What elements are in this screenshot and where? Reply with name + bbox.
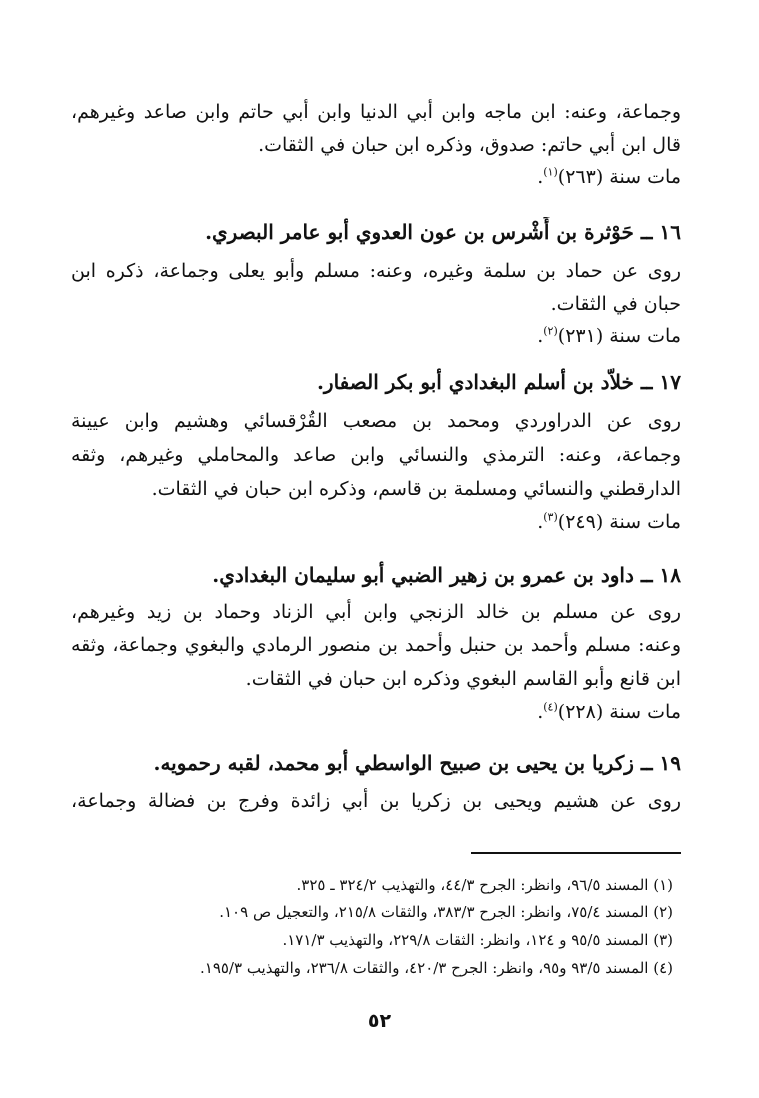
footnote-ref: (٣)	[543, 510, 558, 524]
entry17-heading: ١٧ ــ خلاّد بن أسلم البغدادي أبو بكر الصفار.	[316, 370, 681, 394]
entry15-line1: وجماعة، وعنه: ابن ماجه وابن أبي الدنيا وابن أبي حاتم وابن صاعد وغيرهم،	[71, 101, 681, 123]
footnote-2: (٢) المسند ٧٥/٤، وانظر: الجرح ٣٨٣/٣، والثقات ٢١٥/٨، والتعجيل ص ١٠٩.	[219, 903, 673, 921]
entry16-line1: روى عن حماد بن سلمة وغيره، وعنه: مسلم وأبو يعلى وجماعة، ذكره ابن	[71, 260, 681, 282]
period: .	[537, 701, 544, 723]
entry15-line2: قال ابن أبي حاتم: صدوق، وذكره ابن حبان في الثقات.	[258, 134, 681, 156]
entry15-death	[71, 162, 681, 192]
death-year: مات سنة (٢٦٣)	[557, 166, 681, 188]
death-year: مات سنة (٢٣١)	[557, 325, 681, 347]
entry18-line3: ابن قانع وأبو القاسم البغوي وذكره ابن حبان في الثقات.	[245, 668, 681, 690]
period: .	[537, 166, 544, 188]
entry17-line1: روى عن الدراوردي ومحمد بن مصعب القُرْقسائي وهشيم وابن عيينة	[71, 410, 681, 432]
footnote-separator	[471, 852, 681, 854]
footnote-1: (١) المسند ٩٦/٥، وانظر: الجرح ٤٤/٣، والتهذيب ٣٢٤/٢ ـ ٣٢٥.	[296, 876, 673, 894]
period: .	[537, 325, 544, 347]
footnote-ref: (٢)	[543, 324, 558, 338]
death-year: مات سنة (٢٢٨)	[557, 701, 681, 723]
entry19-line1: روى عن هشيم ويحيى بن زكريا بن أبي زائدة وفرج بن فضالة وجماعة،	[71, 790, 681, 812]
entry17-death	[71, 507, 681, 537]
entry16-death	[71, 321, 681, 351]
entry17-line2: وجماعة، وعنه: الترمذي والنسائي وابن صاعد والمحاملي وغيرهم، وثقه	[71, 444, 681, 466]
entry19-heading: ١٩ ــ زكريا بن يحيى بن صبيح الواسطي أبو محمد، لقبه رحمويه.	[153, 751, 681, 775]
entry18-heading: ١٨ ــ داود بن عمرو بن زهير الضبي أبو سليمان البغدادي.	[212, 563, 681, 587]
entry16-line2: حبان في الثقات.	[550, 293, 681, 315]
footnote-ref: (٤)	[543, 700, 558, 714]
entry17-line3: الدارقطني والنسائي ومسلمة بن قاسم، وذكره ابن حبان في الثقات.	[151, 478, 681, 500]
page-number: ٥٢	[367, 1010, 392, 1032]
entry16-heading: ١٦ ــ حَوْثرة بن أَشْرس بن عون العدوي أبو عامر البصري.	[205, 220, 681, 244]
entry18-line2: وعنه: مسلم وأحمد بن حنبل وأحمد بن منصور الرمادي والبغوي وجماعة، وثقه	[71, 634, 681, 656]
death-year: مات سنة (٢٤٩)	[557, 511, 681, 533]
footnote-3: (٣) المسند ٩٥/٥ و ١٢٤، وانظر: الثقات ٢٢٩/٨، والتهذيب ١٧١/٣.	[282, 931, 673, 949]
footnote-ref: (١)	[543, 165, 558, 179]
period: .	[537, 511, 544, 533]
entry18-line1: روى عن مسلم بن خالد الزنجي وابن أبي الزناد وحماد بن زيد وغيرهم،	[71, 601, 681, 623]
footnote-4: (٤) المسند ٩٣/٥ و٩٥، وانظر: الجرح ٤٢٠/٣، والثقات ٢٣٦/٨، والتهذيب ١٩٥/٣.	[199, 959, 673, 977]
entry18-death	[71, 697, 681, 727]
